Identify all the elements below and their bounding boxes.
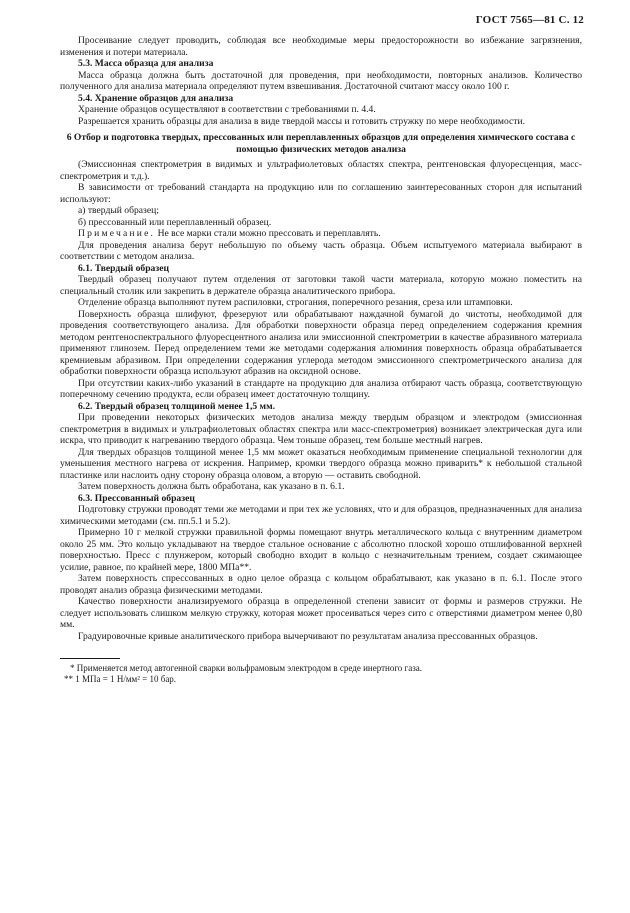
footnote-2: ** 1 МПа = 1 Н/мм² = 10 бар. [64, 674, 177, 684]
section-heading-6: 6 Отбор и подготовка твердых, прессованных или переплавленных образцов для определения химического состава с помощью физических методов анализа [66, 132, 576, 155]
paragraph-storage-2: Разрешается хранить образцы для анализа в виде твердой массы и готовить стружку по мере необходимости. [78, 115, 525, 127]
note [60, 228, 582, 240]
footnote-1: * Применяется метод автогенной сварки вольфрамовым электродом в среде инертного газа. [70, 663, 423, 673]
subsection-heading-6-2: 6.2. Твердый образец толщиной менее 1,5 мм. [78, 400, 276, 412]
paragraph-6-2-b: Для твердых образцов толщиной менее 1,5 мм может оказаться необходимым применение специальной технологии для уменьшения местного нагрева от искрения. Например, кромки твердого образца можно приварить* к небольшой стальной пластинке или наслоить одну сторону образца оловом, а вторую — оставить свободной. [60, 446, 582, 481]
paragraph-6-3-a: Подготовку стружки проводят теми же методами и при тех же условиях, что и для образцов, предназначенных для анализа химическими методами (см. пп.5.1 и 5.2). [60, 504, 582, 527]
document-body [60, 35, 582, 642]
footnotes [60, 663, 582, 685]
paragraph-6-3-e: Градуировочные кривые аналитического прибора вычерчивают по результатам анализа прессованных образцов. [78, 630, 538, 642]
footnote-divider [60, 658, 120, 659]
list-item-b: б) прессованный или переплавленный образец. [78, 216, 272, 228]
paragraph-storage-1: Хранение образцов осуществляют в соответствии с требованиями п. 4.4. [78, 104, 376, 115]
paragraph-6-1-d: При отсутствии каких-либо указаний в стандарте на продукцию для анализа отбирают часть образца, соответствующую поперечному сечению продукта, если образец имеет достаточную толщину. [60, 377, 582, 400]
paragraph-6-take: Для проведения анализа берут небольшую по объему часть образца. Объем испытуемого материала выбирают в соответствии с методом анализа. [60, 239, 582, 262]
page-header: ГОСТ 7565—81 С. 12 [475, 14, 584, 26]
paragraph-6-3-d: Качество поверхности анализируемого образца в определенной степени зависит от формы и размеров стружки. Не следует использовать слишком мелкую стружку, которая может просеиваться через сито с отверстиями диаметром менее 0,80 мм. [60, 596, 582, 630]
subsection-heading-6-1: 6.1. Твердый образец [78, 262, 169, 274]
document-page [60, 14, 582, 685]
paragraph-mass: Масса образца должна быть достаточной для проведения, при необходимости, повторных анализов. Количество полученного для анализа материала определяют путем взвешивания. Достаточной считают массу около 100 г. [60, 69, 582, 92]
subsection-heading-5-3: 5.3. Масса образца для анализа [78, 58, 214, 69]
subsection-heading-5-4: 5.4. Хранение образцов для анализа [78, 92, 234, 104]
paragraph-screening: Просеивание следует проводить, соблюдая все необходимые меры предосторожности во избежание загрязнения, изменения и потери материала. [60, 35, 582, 58]
paragraph-6-2-c: Затем поверхность должна быть обработана, как указано в п. 6.1. [78, 481, 345, 492]
paragraph-6-depending: В зависимости от требований стандарта на продукцию или по соглашению заинтересованных сторон для испытаний используют: [60, 182, 582, 205]
paragraph-6-2-a: При проведении некоторых физических методов анализа между твердым образцом и электродом (эмиссионная спектрометрия в видимых и ультрафиолетовых областях спектра или масс-спектрометрия) возникает электрическая дуга или искра, что приводит к нагреванию твердого образца. Чем тоньше образец, тем больше местный нагрев. [60, 412, 582, 446]
note-label: Примечание. [78, 228, 156, 239]
paragraph-6-intro: (Эмиссионная спектрометрия в видимых и ультрафиолетовых областях спектра, рентгеновская флуоресценция, масс-спектрометрия и т.д.). [60, 159, 582, 182]
paragraph-6-1-b: Отделение образца выполняют путем распиловки, строгания, поперечного резания, среза или штамповки. [78, 297, 513, 308]
paragraph-6-3-b: Примерно 10 г мелкой стружки правильной формы помещают внутрь металлического кольца с внутренним диаметром около 25 мм. Это кольцо укладывают на твердое стальное основание с абсолютно плоской хорошо отшлифованной верхней поверхностью. Пресс с плунжером, который свободно входит в кольцо с незначительным трением, создает сжимающее усилие, равное, по крайней мере, 1800 МПа**. [60, 527, 582, 573]
paragraph-6-1-c: Поверхность образца шлифуют, фрезеруют или обрабатывают наждачной бумагой до чистоты, необходимой для проведения соответствующего анализа. Для обработки поверхности образца перед определением содержания кремния методом рентгеноспектрального флуоресцентного анализа или эмиссионной спектрометрии в качестве абразивного материала применяют глинозем. Перед определением теми же методами содержания алюминия поверхность образца обрабатывается кремниевым абразивом. При определении содержания углерода методом эмиссионного спектрометрического анализа для обработки поверхности образца используют абразив на оксидной основе. [60, 308, 582, 377]
note-text: Не все марки стали можно прессовать и переплавлять. [157, 228, 381, 239]
list-item-a: а) твердый образец; [78, 205, 159, 216]
paragraph-6-1-a: Твердый образец получают путем отделения от заготовки такой части материала, которую можно поместить на специальный столик или закрепить в держателе образца аналитического прибора. [60, 274, 582, 297]
subsection-heading-6-3: 6.3. Прессованный образец [78, 492, 195, 504]
paragraph-6-3-c: Затем поверхность спрессованных в одно целое образца с кольцом обрабатывают, как указано в п. 6.1. После этого проводят анализ образца физическими методами. [60, 573, 582, 596]
